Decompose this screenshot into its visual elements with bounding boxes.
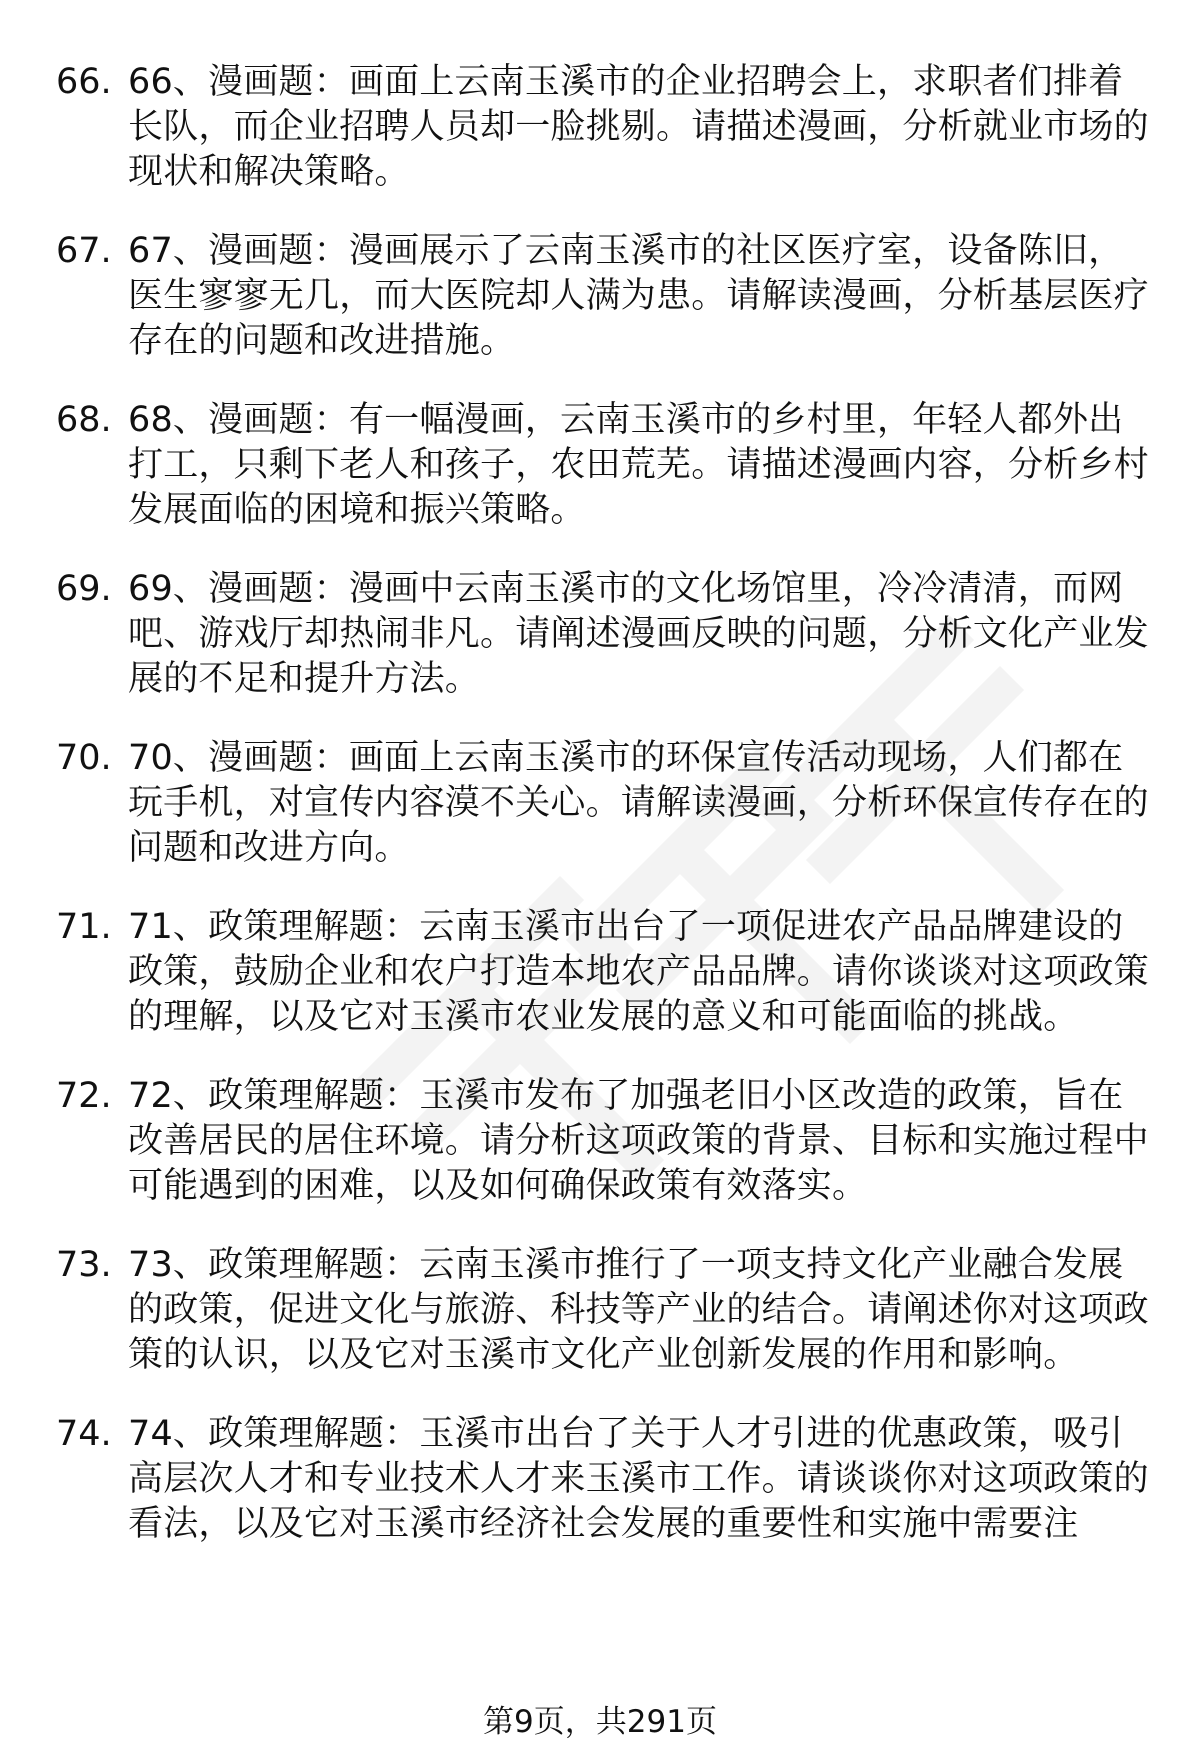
question-text: 67、漫画题：漫画展示了云南玉溪市的社区医疗室，设备陈旧，医生寥寥无几，而大医院却人满为患。请解读漫画，分析基层医疗存在的问题和改进措施。 <box>128 231 1149 361</box>
page-number-footer: 第9页，共291页 <box>483 1704 717 1740</box>
question-item <box>56 905 1156 1040</box>
question-text: 72、政策理解题：玉溪市发布了加强老旧小区改造的政策，旨在改善居民的居住环境。请分析这项政策的背景、目标和实施过程中可能遇到的困难，以及如何确保政策有效落实。 <box>128 1076 1149 1206</box>
question-item <box>56 1243 1156 1378</box>
question-number: 70. <box>56 738 112 778</box>
question-number: 69. <box>56 569 112 609</box>
question-number: 72. <box>56 1076 112 1116</box>
question-number: 74. <box>56 1414 112 1454</box>
question-number: 73. <box>56 1245 112 1285</box>
question-number: 71. <box>56 907 112 947</box>
question-item <box>56 229 1156 364</box>
question-number: 68. <box>56 400 112 440</box>
question-text: 70、漫画题：画面上云南玉溪市的环保宣传活动现场，人们都在玩手机，对宣传内容漠不关心。请解读漫画，分析环保宣传存在的问题和改进方向。 <box>128 738 1149 868</box>
question-text: 74、政策理解题：玉溪市出台了关于人才引进的优惠政策，吸引高层次人才和专业技术人才来玉溪市工作。请谈谈你对这项政策的看法，以及它对玉溪市经济社会发展的重要性和实施中需要注 <box>128 1414 1149 1544</box>
question-number: 67. <box>56 231 112 271</box>
question-text: 69、漫画题：漫画中云南玉溪市的文化场馆里，冷冷清清，而网吧、游戏厅却热闹非凡。请阐述漫画反映的问题，分析文化产业发展的不足和提升方法。 <box>128 569 1149 699</box>
question-item <box>56 736 1156 871</box>
question-list <box>56 60 1156 1581</box>
question-text: 66、漫画题：画面上云南玉溪市的企业招聘会上，求职者们排着长队，而企业招聘人员却一脸挑剔。请描述漫画，分析就业市场的现状和解决策略。 <box>128 62 1149 192</box>
question-text: 73、政策理解题：云南玉溪市推行了一项支持文化产业融合发展的政策，促进文化与旅游、科技等产业的结合。请阐述你对这项政策的认识，以及它对玉溪市文化产业创新发展的作用和影响。 <box>128 1245 1149 1375</box>
question-item <box>56 567 1156 702</box>
question-item <box>56 398 1156 533</box>
question-text: 68、漫画题：有一幅漫画，云南玉溪市的乡村里，年轻人都外出打工，只剩下老人和孩子，农田荒芜。请描述漫画内容，分析乡村发展面临的困境和振兴策略。 <box>128 400 1149 530</box>
question-item <box>56 60 1156 195</box>
question-item <box>56 1412 1156 1547</box>
question-number: 66. <box>56 62 112 102</box>
question-item <box>56 1074 1156 1209</box>
question-text: 71、政策理解题：云南玉溪市出台了一项促进农产品品牌建设的政策，鼓励企业和农户打造本地农产品品牌。请你谈谈对这项政策的理解，以及它对玉溪市农业发展的意义和可能面临的挑战。 <box>128 907 1149 1037</box>
